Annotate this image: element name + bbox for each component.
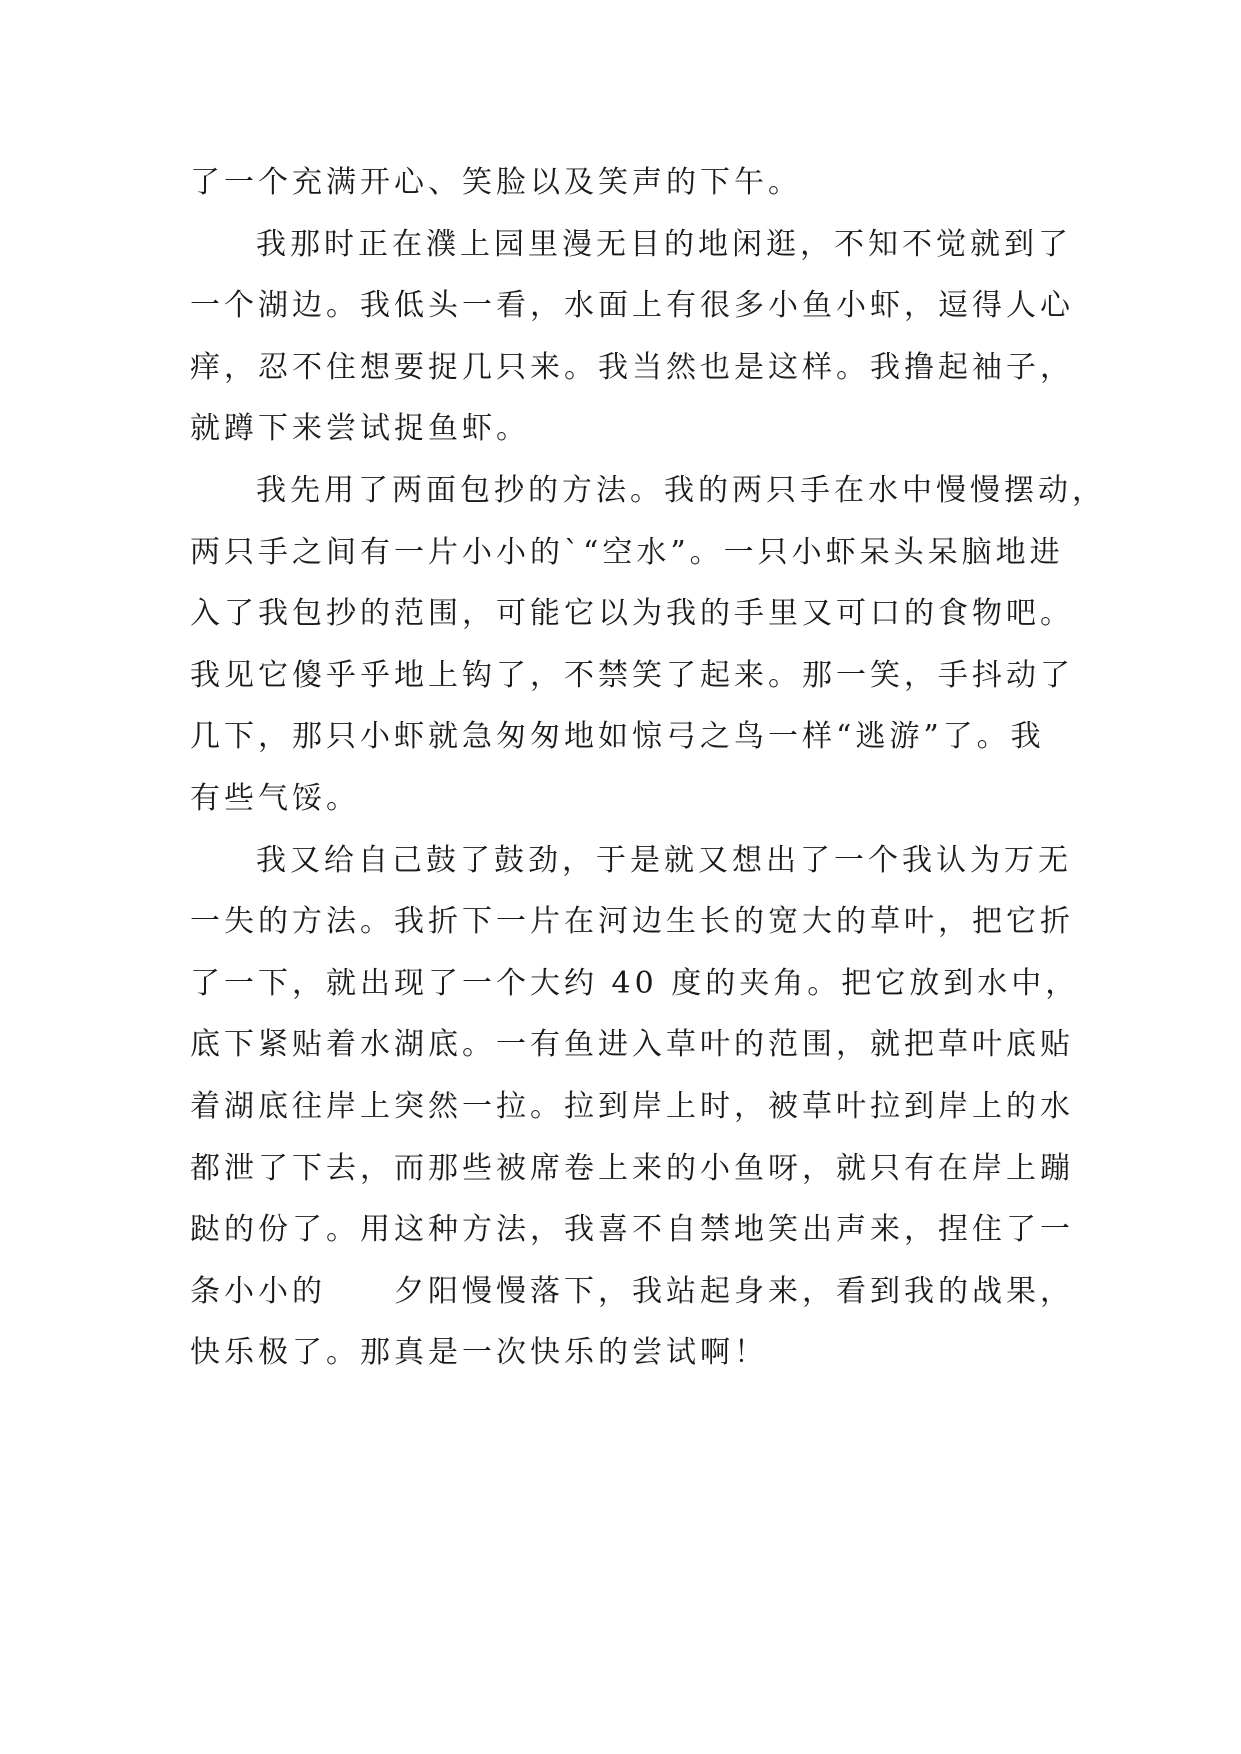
text-line: 都泄了下去，而那些被席卷上来的小鱼呀，就只有在岸上蹦 <box>190 1150 1074 1186</box>
paragraph-start-line: 我又给自己鼓了鼓劲，于是就又想出了一个我认为万无 <box>256 842 1072 878</box>
document-body <box>190 152 1106 1384</box>
text-line: 一失的方法。我折下一片在河边生长的宽大的草叶，把它折 <box>190 904 1074 940</box>
paragraph-start-line: 我先用了两面包抄的方法。我的两只手在水中慢慢摆动， <box>256 472 1106 508</box>
text-line: 一个湖边。我低头一看，水面上有很多小鱼小虾，逗得人心 <box>190 288 1074 324</box>
text-line: 了一下，就出现了一个大约 40 度的夹角。把它放到水中， <box>190 965 1080 1001</box>
text-line: 痒，忍不住想要捉几只来。我当然也是这样。我撸起袖子， <box>190 349 1074 385</box>
text-line: 几下，那只小虾就急匆匆地如惊弓之鸟一样“逃游”了。我 <box>190 719 1045 755</box>
text-line: 了一个充满开心、笑脸以及笑声的下午。 <box>190 165 802 200</box>
text-line: 跶的份了。用这种方法，我喜不自禁地笑出声来，捏住了一 <box>190 1212 1074 1248</box>
paragraph-start-line: 我那时正在濮上园里漫无目的地闲逛，不知不觉就到了 <box>256 226 1072 262</box>
text-line: 两只手之间有一片小小的`“空水”。一只小虾呆头呆脑地进 <box>190 534 1064 570</box>
text-line: 我见它傻乎乎地上钩了，不禁笑了起来。那一笑，手抖动了 <box>190 657 1074 693</box>
text-line: 条小小的 夕阳慢慢落下，我站起身来，看到我的战果， <box>190 1273 1074 1309</box>
text-line: 就蹲下来尝试捉鱼虾。 <box>190 411 530 447</box>
text-line: 有些气馁。 <box>190 780 360 816</box>
text-line: 底下紧贴着水湖底。一有鱼进入草叶的范围，就把草叶底贴 <box>190 1027 1074 1063</box>
text-line: 入了我包抄的范围，可能它以为我的手里又可口的食物吧。 <box>190 596 1074 632</box>
text-line: 着湖底往岸上突然一拉。拉到岸上时，被草叶拉到岸上的水 <box>190 1088 1074 1124</box>
text-line: 快乐极了。那真是一次快乐的尝试啊！ <box>190 1335 768 1371</box>
